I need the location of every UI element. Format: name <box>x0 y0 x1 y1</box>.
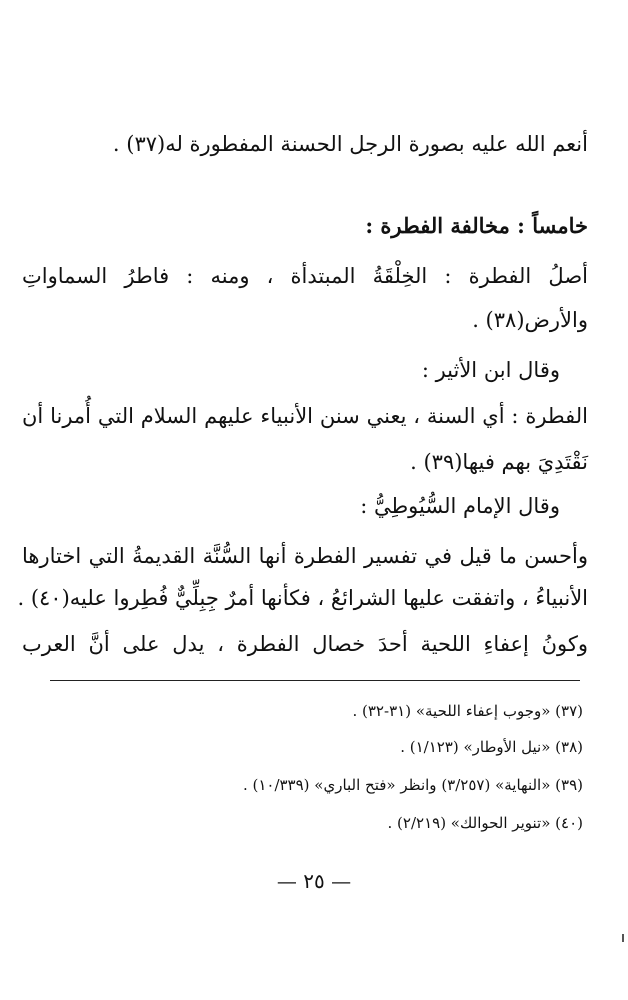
body-line-7: نَقْتَدِيَ بهم فيها(٣٩) . <box>410 450 588 474</box>
footnote-40: (٤٠) «تنوير الحوالك» (٢/٢١٩) . <box>387 814 583 832</box>
body-line-9: وأحسن ما قيل في تفسير الفطرة أنها السُّنَّة القديمةُ التي اختارها <box>22 544 588 568</box>
footnote-39: (٣٩) «النهاية» (٣/٢٥٧) وانظر «فتح الباري» (١٠/٣٣٩) . <box>242 776 583 794</box>
footnote-divider <box>50 680 580 681</box>
page-number: — ٢٥ — <box>276 869 352 893</box>
footnote-38: (٣٨) «نيل الأوطار» (١/١٢٣) . <box>400 738 583 756</box>
body-line-4: والأرض(٣٨) . <box>472 308 588 332</box>
footnote-37: (٣٧) «وجوب إعفاء اللحية» (٣١-٣٢) . <box>352 702 583 720</box>
body-line-1: أنعم الله عليه بصورة الرجل الحسنة المفطورة له(٣٧) . <box>112 132 588 156</box>
body-line-6: الفطرة : أي السنة ، يعني سنن الأنبياء عليهم السلام التي أُمرنا أن <box>22 404 588 428</box>
body-line-3: أصلُ الفطرة : الخِلْقَةُ المبتدأة ، ومنه : فاطرُ السماواتِ <box>22 264 588 288</box>
body-line-11: وكونُ إعفاءِ اللحية أحدَ خصال الفطرة ، يدل على أنَّ العرب <box>22 632 588 656</box>
scan-edge-mark <box>622 934 624 942</box>
body-line-5: وقال ابن الأثير : <box>421 358 560 382</box>
body-line-8: وقال الإمام السُّيُوطِيُّ : <box>360 494 560 518</box>
body-line-10: الأنبياءُ ، واتفقت عليها الشرائعُ ، فكأنها أمرٌ جِبِلِّيٌّ فُطِروا عليه(٤٠) . <box>17 586 588 610</box>
section-heading: خامساً : مخالفة الفطرة : <box>365 213 588 238</box>
